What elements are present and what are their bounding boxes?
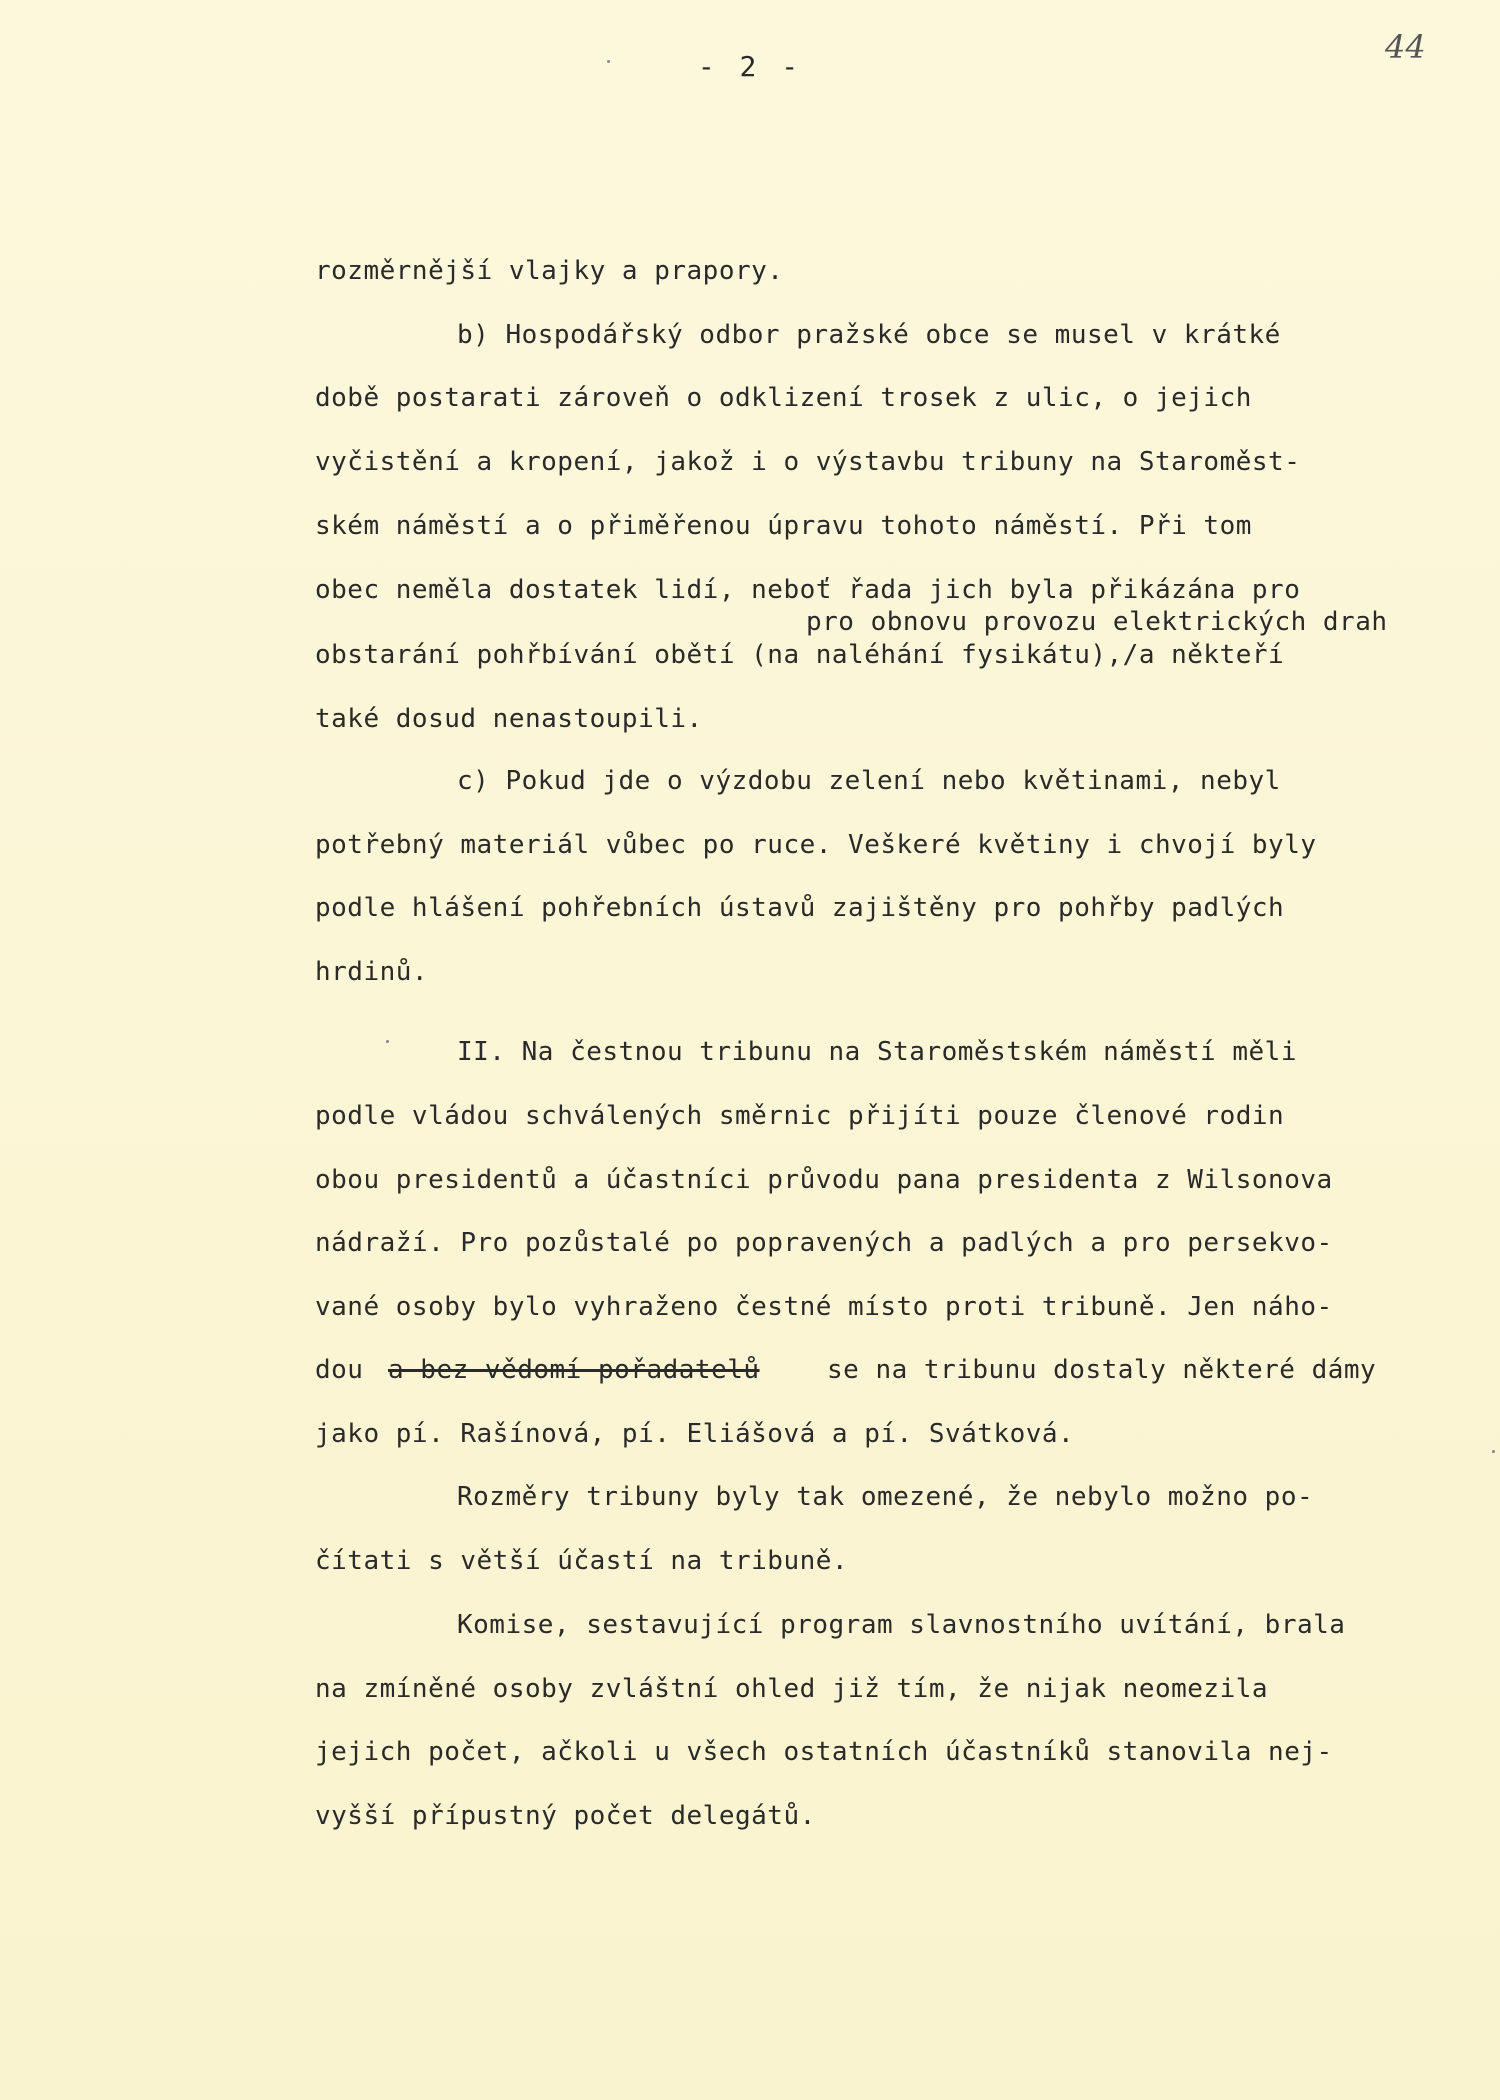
text-line: obstarání pohřbívání obětí (na naléhání fysikátu),/a někteří: [315, 640, 1285, 670]
text-line: Komise, sestavující program slavnostního uvítání, brala: [457, 1610, 1346, 1640]
text-line: II. Na čestnou tribunu na Staroměstském náměstí měli: [457, 1037, 1297, 1067]
text-line: c) Pokud jde o výzdobu zelení nebo květinami, nebyl: [457, 766, 1281, 796]
text-line: nádraží. Pro pozůstalé po popravených a padlých a pro persekvo-: [315, 1228, 1333, 1258]
text-line: b) Hospodářský odbor pražské obce se musel v krátké: [457, 320, 1281, 350]
text-line: rozměrnější vlajky a prapory.: [315, 256, 784, 286]
text-line: jejich počet, ačkoli u všech ostatních účastníků stanovila nej-: [315, 1737, 1333, 1767]
text-line: vané osoby bylo vyhraženo čestné místo proti tribuně. Jen náho-: [315, 1292, 1333, 1322]
text-line: podle hlášení pohřebních ústavů zajištěny pro pohřby padlých: [315, 893, 1285, 923]
text-line: hrdinů.: [315, 957, 429, 987]
text-line-start: dou: [315, 1355, 364, 1385]
text-line: podle vládou schválených směrnic přijíti pouze členové rodin: [315, 1101, 1285, 1131]
text-line: době postarati zároveň o odklizení trosek z ulic, o jejich: [315, 383, 1252, 413]
text-line: ském náměstí a o přiměřenou úpravu tohoto náměstí. Při tom: [315, 511, 1252, 541]
struck-out-text: a bez vědomí pořadatelů: [388, 1355, 760, 1385]
interlinear-insertion: pro obnovu provozu elektrických drah: [806, 607, 1388, 637]
page-number: - 2 -: [697, 50, 803, 83]
text-line: obou presidentů a účastníci průvodu pana presidenta z Wilsonova: [315, 1165, 1333, 1195]
text-line: vyšší přípustný počet delegátů.: [315, 1801, 816, 1831]
text-line: obec neměla dostatek lidí, neboť řada jich byla přikázána pro: [315, 575, 1301, 605]
text-line: Rozměry tribuny byly tak omezené, že nebylo možno po-: [457, 1482, 1314, 1512]
text-line: potřebný materiál vůbec po ruce. Veškeré květiny i chvojí byly: [315, 830, 1317, 860]
text-line: vyčistění a kropení, jakož i o výstavbu tribuny na Staroměst-: [315, 447, 1301, 477]
handwritten-folio-number: 44: [1385, 28, 1426, 66]
paper-speck: [1492, 1450, 1495, 1453]
paper-speck: [607, 60, 610, 63]
text-line: jako pí. Rašínová, pí. Eliášová a pí. Svátková.: [315, 1419, 1075, 1449]
text-line: na zmíněné osoby zvláštní ohled již tím, že nijak neomezila: [315, 1674, 1269, 1704]
text-line-end: se na tribunu dostaly některé dámy: [827, 1355, 1377, 1385]
text-line: čítati s větší účastí na tribuně.: [315, 1546, 849, 1576]
text-line: také dosud nenastoupili.: [315, 704, 703, 734]
paper-speck: [386, 1040, 389, 1043]
